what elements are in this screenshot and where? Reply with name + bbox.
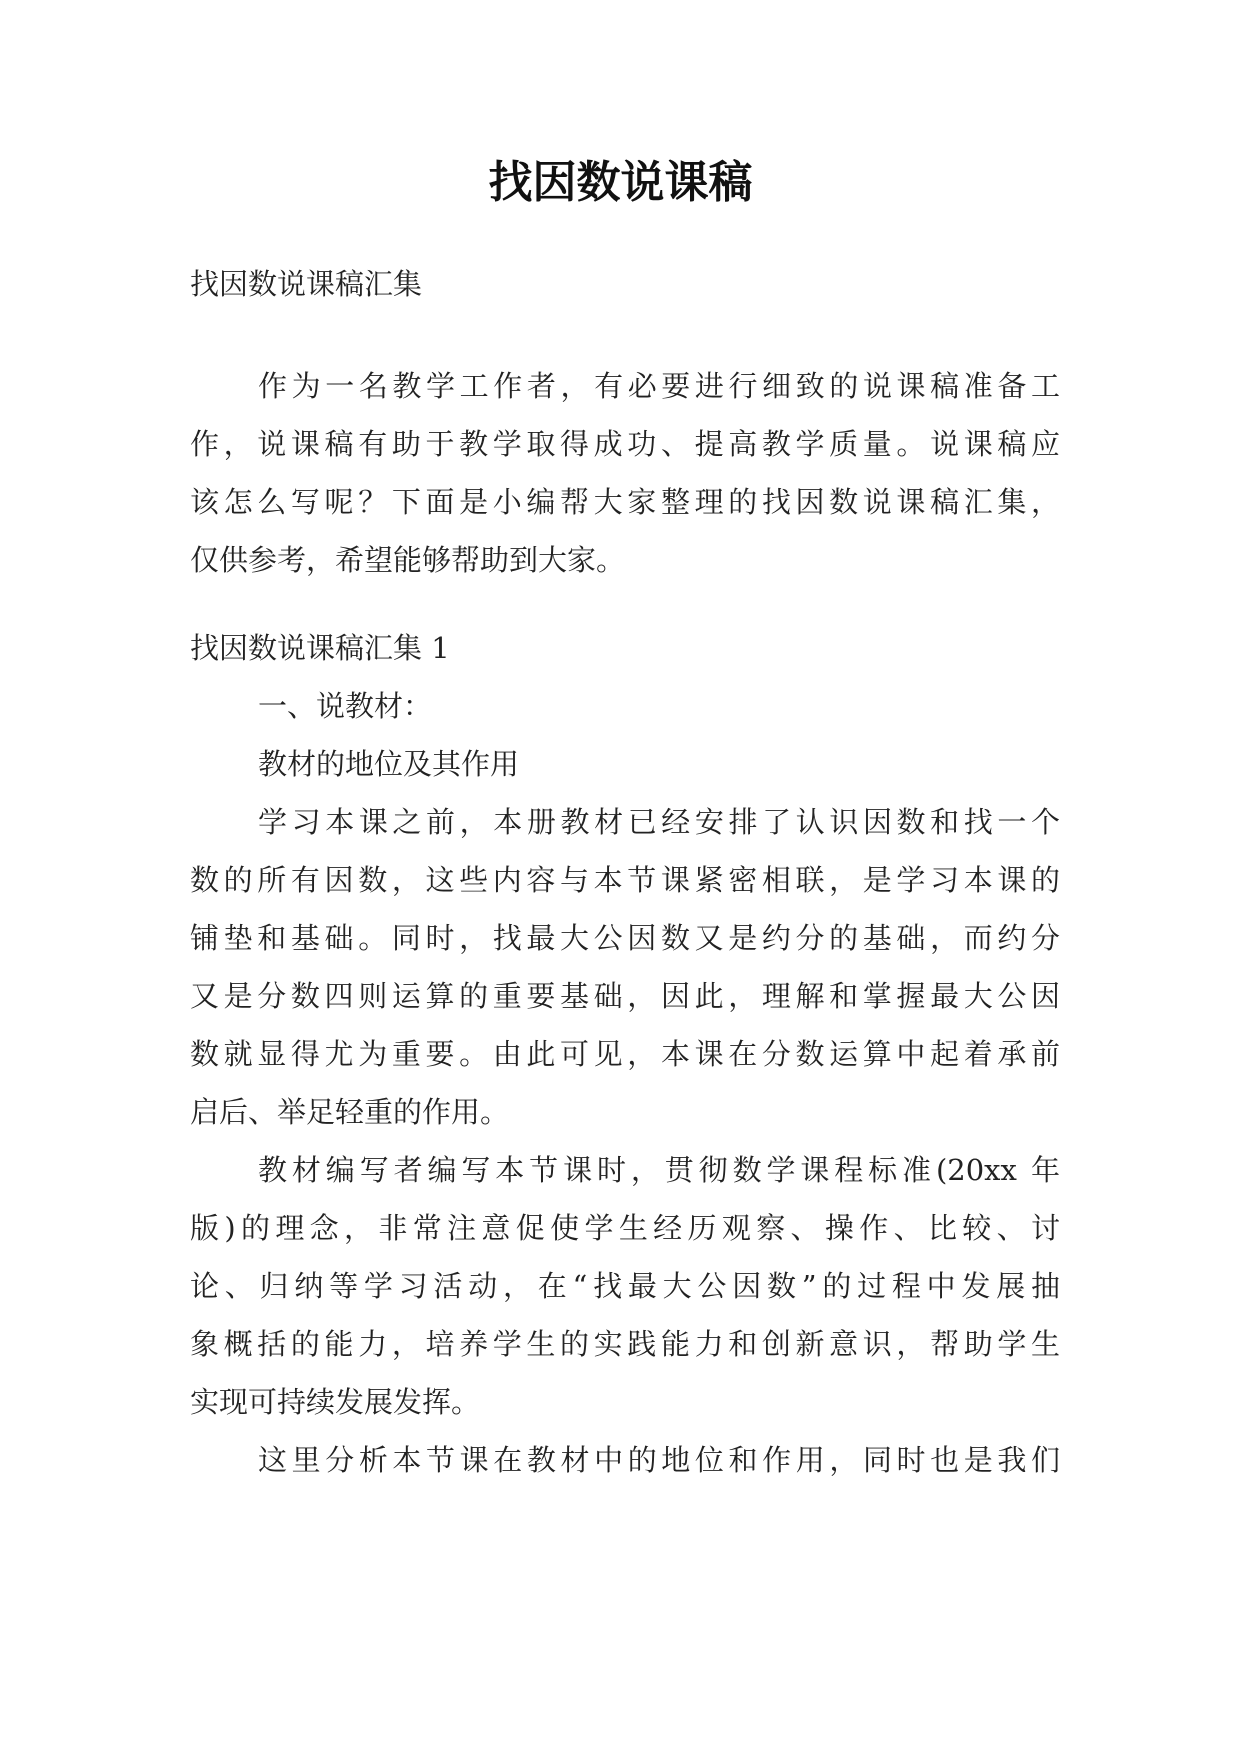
paragraph-3 [190,1431,1060,1489]
paragraph-1 [190,793,1060,1141]
document-title: 找因数说课稿 [488,157,753,208]
paragraph-line: 该怎么写呢？下面是小编帮大家整理的找因数说课稿汇集， [190,485,1060,519]
paragraph-2 [190,1141,1060,1431]
paragraph-line: 作为一名教学工作者，有必要进行细致的说课稿准备工 [258,369,1060,403]
paragraph-line: 这里分析本节课在教材中的地位和作用，同时也是我们 [258,1443,1060,1477]
heading-jiaocai-diwei: 教材的地位及其作用 [258,747,520,781]
paragraph-line: 论、归纳等学习活动，在“找最大公因数”的过程中发展抽 [190,1269,1060,1303]
document-subtitle: 找因数说课稿汇集 [190,267,423,301]
paragraph-line: 启后、举足轻重的作用。 [190,1095,510,1129]
intro-paragraph [190,357,1060,589]
paragraph-line: 仅供参考，希望能够帮助到大家。 [190,543,626,577]
document-subtitle-block [190,255,1060,313]
paragraph-line: 数就显得尤为重要。由此可见，本课在分数运算中起着承前 [190,1037,1060,1071]
paragraph-line: 版)的理念，非常注意促使学生经历观察、操作、比较、讨 [190,1211,1060,1245]
paragraph-line: 又是分数四则运算的重要基础，因此，理解和掌握最大公因 [190,979,1060,1013]
section-heading-block [190,619,1060,793]
paragraph-line: 作，说课稿有助于教学取得成功、提高教学质量。说课稿应 [190,427,1060,461]
heading-shuo-jiaocai: 一、说教材： [258,689,433,723]
paragraph-line: 数的所有因数，这些内容与本节课紧密相联，是学习本课的 [190,863,1060,897]
section-title: 找因数说课稿汇集 1 [190,631,450,665]
paragraph-line: 实现可持续发展发挥。 [190,1385,481,1419]
paragraph-line: 学习本课之前，本册教材已经安排了认识因数和找一个 [258,805,1060,839]
paragraph-line: 教材编写者编写本节课时，贯彻数学课程标准(20xx 年 [258,1153,1060,1187]
paragraph-line: 铺垫和基础。同时，找最大公因数又是约分的基础，而约分 [190,921,1060,955]
paragraph-line: 象概括的能力，培养学生的实践能力和创新意识，帮助学生 [190,1327,1060,1361]
